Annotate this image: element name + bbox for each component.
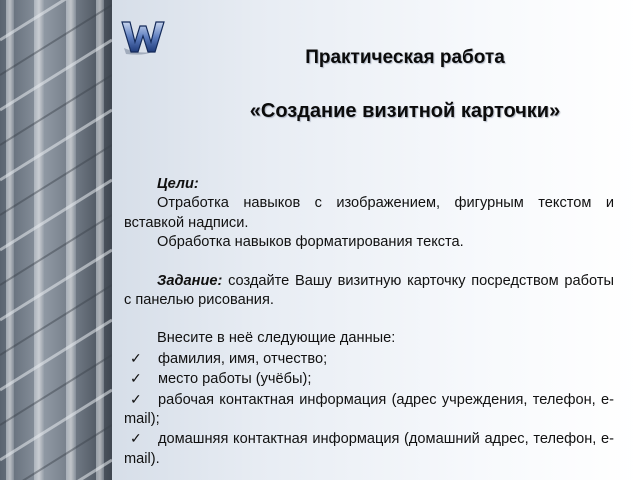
spacer bbox=[124, 253, 614, 272]
page-title: Практическая работа bbox=[305, 47, 505, 68]
checkmark-icon: ✓ bbox=[130, 430, 142, 447]
list-item: ✓ рабочая контактная информация (адрес учреждения, телефон, e-mail); bbox=[124, 390, 614, 428]
page-subtitle: «Создание визитной карточки» bbox=[249, 100, 561, 122]
checkmark-icon: ✓ bbox=[130, 349, 142, 366]
word-w-logo-icon bbox=[118, 14, 168, 60]
task-text: создайте Вашу визитную карточку посредством работы с панелью рисования. bbox=[124, 272, 614, 309]
goals-heading: Цели: bbox=[157, 176, 199, 192]
task-heading: Задание: bbox=[157, 272, 223, 289]
checkmark-icon: ✓ bbox=[130, 370, 142, 387]
diagonal-stripes-pattern bbox=[0, 0, 112, 480]
list-item: ✓ место работы (учёбы); bbox=[130, 370, 312, 388]
checkmark-icon: ✓ bbox=[130, 390, 142, 407]
task-paragraph bbox=[124, 272, 614, 311]
spacer bbox=[124, 310, 614, 329]
decorative-left-band bbox=[0, 0, 112, 480]
list-item: ✓ фамилия, имя, отчество; bbox=[130, 349, 328, 367]
goals-line-1: Отработка навыков с изображением, фигурным текстом и вставкой надписи. bbox=[124, 195, 614, 231]
list-intro: Внесите в неё следующие данные: bbox=[157, 330, 396, 347]
content-body bbox=[124, 175, 614, 469]
goals-line-2: Обработка навыков форматирования текста. bbox=[157, 234, 464, 251]
list-item: ✓ домашняя контактная информация (домашний адрес, телефон, e-mail). bbox=[124, 430, 614, 467]
